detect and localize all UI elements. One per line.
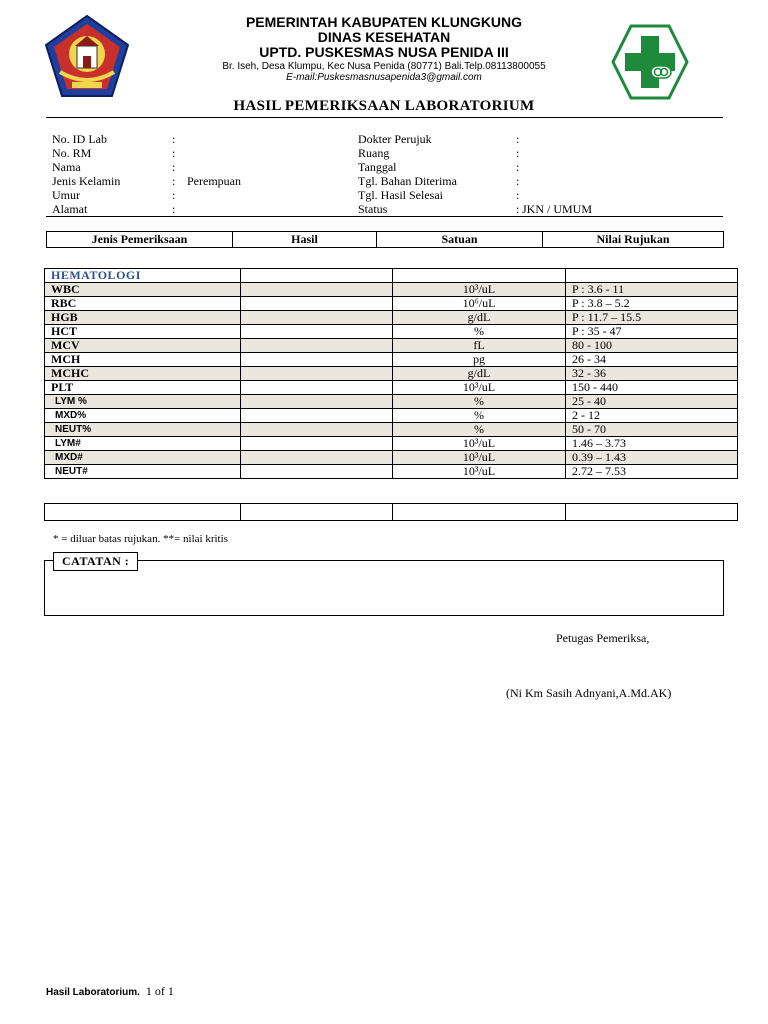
table-row <box>45 451 738 465</box>
test-unit: 10³/uL <box>393 451 566 465</box>
test-reference: 26 - 34 <box>566 353 738 367</box>
test-name: HGB <box>45 311 241 325</box>
info-row-tgl-bahan: Tgl. Bahan Diterima : <box>358 174 520 188</box>
test-unit: 10³/uL <box>393 465 566 479</box>
patient-info-right <box>358 132 658 216</box>
test-unit: 10³/uL <box>393 437 566 451</box>
header-email: E-mail:Puskesmasnusapenida3@gmail.com <box>286 72 482 83</box>
test-reference: P : 35 - 47 <box>566 325 738 339</box>
test-name: MCH <box>45 353 241 367</box>
test-name: MCV <box>45 339 241 353</box>
test-name: PLT <box>45 381 241 395</box>
section-row <box>45 269 738 283</box>
info-row-jenis-kelamin: Jenis Kelamin : Perempuan <box>52 174 241 188</box>
test-result[interactable] <box>241 283 393 297</box>
table-row <box>45 283 738 297</box>
test-unit: 10³/uL <box>393 381 566 395</box>
test-reference: 32 - 36 <box>566 367 738 381</box>
test-reference: 80 - 100 <box>566 339 738 353</box>
table-row <box>45 367 738 381</box>
test-name: NEUT% <box>45 423 241 437</box>
test-result[interactable] <box>241 311 393 325</box>
test-reference: 1.46 – 3.73 <box>566 437 738 451</box>
test-reference: P : 3.6 - 11 <box>566 283 738 297</box>
table-row <box>45 465 738 479</box>
table-row <box>45 437 738 451</box>
test-unit: pg <box>393 353 566 367</box>
test-name: NEUT# <box>45 465 241 479</box>
header-department: DINAS KESEHATAN <box>317 29 451 45</box>
info-row-status: Status : JKN / UMUM <box>358 202 593 216</box>
header-jenis-pemeriksaan: Jenis Pemeriksaan <box>47 232 233 248</box>
info-row-no-rm: No. RM : <box>52 146 176 160</box>
test-reference: 150 - 440 <box>566 381 738 395</box>
header-nilai-rujukan: Nilai Rujukan <box>543 232 724 248</box>
test-result[interactable] <box>241 381 393 395</box>
test-unit: fL <box>393 339 566 353</box>
info-row-nama: Nama : <box>52 160 176 174</box>
table-row <box>45 409 738 423</box>
signature-title: Petugas Pemeriksa, <box>556 631 650 645</box>
table-row <box>45 395 738 409</box>
info-divider <box>46 216 723 217</box>
test-result[interactable] <box>241 297 393 311</box>
test-reference: P : 3.8 – 5.2 <box>566 297 738 311</box>
header-satuan: Satuan <box>377 232 543 248</box>
table-row <box>45 423 738 437</box>
info-row-umur: Umur : <box>52 188 176 202</box>
test-unit: g/dL <box>393 367 566 381</box>
header-government: PEMERINTAH KABUPATEN KLUNGKUNG <box>245 14 523 30</box>
catatan-label: CATATAN : <box>53 552 138 571</box>
info-row-alamat: Alamat : <box>52 202 176 216</box>
test-result[interactable] <box>241 367 393 381</box>
table-row <box>45 311 738 325</box>
table-row <box>45 339 738 353</box>
test-result[interactable] <box>241 465 393 479</box>
legend-note: * = diluar batas rujukan. **= nilai kritis <box>53 533 228 545</box>
test-unit: % <box>393 395 566 409</box>
catatan-box[interactable] <box>44 560 724 616</box>
info-row-ruang: Ruang : <box>358 146 520 160</box>
test-result[interactable] <box>241 353 393 367</box>
document-title: HASIL PEMERIKSAAN LABORATORIUM <box>233 98 535 114</box>
test-name: MCHC <box>45 367 241 381</box>
test-name: LYM % <box>45 395 241 409</box>
table-row <box>45 297 738 311</box>
test-name: MXD# <box>45 451 241 465</box>
info-row-tgl-hasil: Tgl. Hasil Selesai : <box>358 188 520 202</box>
test-unit: g/dL <box>393 311 566 325</box>
header-clinic: UPTD. PUSKESMAS NUSA PENIDA III <box>259 44 509 60</box>
test-unit: 10⁶/uL <box>393 297 566 311</box>
signature-name: (Ni Km Sasih Adnyani,A.Md.AK) <box>506 686 672 700</box>
info-row-tanggal: Tanggal : <box>358 160 520 174</box>
test-result[interactable] <box>241 325 393 339</box>
section-title: HEMATOLOGI <box>45 269 241 283</box>
footer-page: 1 of 1 <box>145 984 174 998</box>
test-unit: % <box>393 409 566 423</box>
test-reference: 0.39 – 1.43 <box>566 451 738 465</box>
test-name: LYM# <box>45 437 241 451</box>
patient-info-left <box>52 132 342 216</box>
header-hasil: Hasil <box>233 232 377 248</box>
test-reference: 50 - 70 <box>566 423 738 437</box>
info-row-dokter: Dokter Perujuk : <box>358 132 520 146</box>
test-result[interactable] <box>241 437 393 451</box>
test-name: HCT <box>45 325 241 339</box>
test-reference: 25 - 40 <box>566 395 738 409</box>
table-row <box>45 353 738 367</box>
test-unit: 10³/uL <box>393 283 566 297</box>
table-row <box>45 325 738 339</box>
test-reference: P : 11.7 – 15.5 <box>566 311 738 325</box>
test-unit: % <box>393 325 566 339</box>
empty-footer-row <box>44 503 738 521</box>
header-address: Br. Iseh, Desa Klumpu, Kec Nusa Penida (80771) Bali.Telp.08113800055 <box>222 61 546 72</box>
test-reference: 2 - 12 <box>566 409 738 423</box>
test-result[interactable] <box>241 451 393 465</box>
footer-label: Hasil Laboratorium. <box>46 987 140 998</box>
table-row <box>45 381 738 395</box>
test-name: MXD% <box>45 409 241 423</box>
results-header-table <box>46 231 724 248</box>
test-result[interactable] <box>241 395 393 409</box>
test-reference: 2.72 – 7.53 <box>566 465 738 479</box>
test-result[interactable] <box>241 423 393 437</box>
test-name: WBC <box>45 283 241 297</box>
test-unit: % <box>393 423 566 437</box>
test-name: RBC <box>45 297 241 311</box>
test-result[interactable] <box>241 339 393 353</box>
title-divider <box>46 117 723 118</box>
page-footer <box>46 984 174 999</box>
test-result[interactable] <box>241 409 393 423</box>
results-table <box>44 268 738 479</box>
info-row-id-lab: No. ID Lab : <box>52 132 176 146</box>
